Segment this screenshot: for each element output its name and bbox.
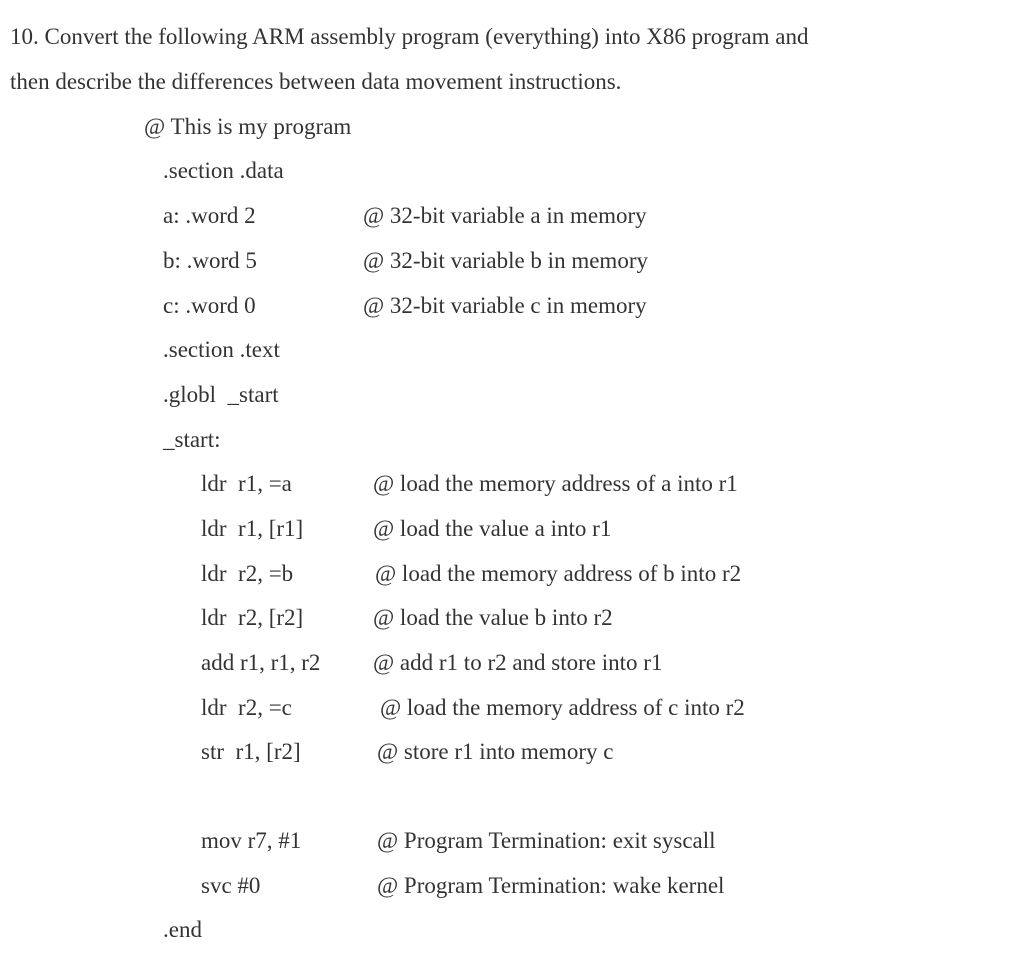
instruction-code: ldr r2, =b: [201, 561, 294, 586]
question-line-1: 10. Convert the following ARM assembly program (everything) into X86 program and: [10, 24, 809, 49]
instruction-code: ldr r2, =c: [201, 695, 292, 720]
instruction-comment: @ load the memory address of b into r2: [375, 561, 742, 586]
instruction-comment: @ add r1 to r2 and store into r1: [373, 650, 663, 675]
globl-directive: .globl _start: [163, 382, 279, 407]
var-comment-b: @ 32-bit variable b in memory: [363, 248, 648, 273]
var-decl-a: a: .word 2: [163, 203, 256, 228]
var-comment-a: @ 32-bit variable a in memory: [363, 203, 647, 228]
instruction-code: add r1, r1, r2: [201, 650, 321, 675]
var-decl-b: b: .word 5: [163, 248, 257, 273]
termination-code: svc #0: [201, 873, 261, 898]
instruction-comment: @ load the value a into r1: [373, 516, 612, 541]
var-decl-c: c: .word 0: [163, 293, 256, 318]
instruction-code: ldr r1, =a: [201, 471, 292, 496]
question-line-2: then describe the differences between data movement instructions.: [10, 69, 622, 94]
section-text-directive: .section .text: [163, 337, 280, 362]
instruction-comment: @ store r1 into memory c: [377, 739, 614, 764]
instruction-code: ldr r1, [r1]: [201, 516, 304, 541]
var-comment-c: @ 32-bit variable c in memory: [363, 293, 647, 318]
termination-comment: @ Program Termination: exit syscall: [377, 828, 716, 853]
end-directive: .end: [163, 917, 202, 942]
start-label: _start:: [163, 427, 221, 452]
termination-code: mov r7, #1: [201, 828, 302, 853]
instruction-comment: @ load the value b into r2: [373, 605, 613, 630]
instruction-comment: @ load the memory address of c into r2: [380, 695, 745, 720]
section-data-directive: .section .data: [163, 158, 284, 183]
termination-comment: @ Program Termination: wake kernel: [377, 873, 725, 898]
header-comment: @ This is my program: [144, 114, 352, 139]
instruction-code: str r1, [r2]: [201, 739, 301, 764]
instruction-comment: @ load the memory address of a into r1: [373, 471, 738, 496]
instruction-code: ldr r2, [r2]: [201, 605, 304, 630]
